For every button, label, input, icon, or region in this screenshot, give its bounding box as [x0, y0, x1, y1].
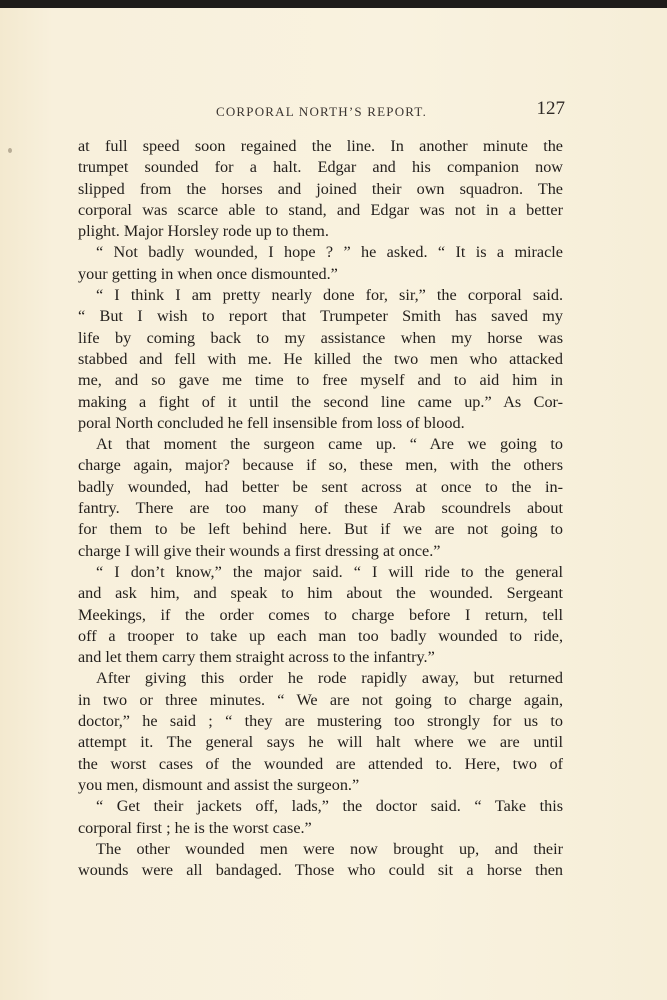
- text-line: Meekings, if the order comes to charge before I return, tell: [78, 605, 563, 624]
- text-line: The other wounded men were now brought up, and their: [96, 839, 563, 858]
- page-header: [78, 98, 565, 128]
- text-line: off a trooper to take up each man too badly wounded to ride,: [78, 626, 563, 645]
- text-line: fantry. There are too many of these Arab scoundrels about: [78, 499, 563, 518]
- text-line: plight. Major Horsley rode up to them.: [78, 222, 329, 241]
- scan-top-edge: [0, 0, 667, 8]
- text-line: corporal first ; he is the worst case.”: [78, 818, 312, 837]
- text-line: charge again, major? because if so, these men, with the others: [78, 456, 563, 475]
- text-line: “ But I wish to report that Trumpeter Smith has saved my: [78, 307, 563, 326]
- text-line: making a fight of it until the second line came up.” As Cor-: [78, 392, 563, 411]
- text-line: your getting in when once dismounted.”: [78, 264, 338, 283]
- margin-mark: [8, 148, 12, 153]
- text-line: At that moment the surgeon came up. “ Are we going to: [96, 435, 563, 454]
- text-line: you men, dismount and assist the surgeon.”: [78, 775, 360, 794]
- text-line: “ I think I am pretty nearly done for, sir,” the corporal said.: [96, 286, 563, 305]
- text-line: charge I will give their wounds a first dressing at once.”: [78, 541, 441, 560]
- text-line: and let them carry them straight across to the infantry.”: [78, 648, 435, 667]
- page-number: 127: [536, 98, 565, 119]
- running-head: CORPORAL NORTH’S REPORT.: [215, 104, 428, 119]
- text-line: “ I don’t know,” the major said. “ I will ride to the general: [96, 562, 563, 581]
- text-line: and ask him, and speak to him about the wounded. Sergeant: [78, 584, 563, 603]
- text-line: After giving this order he rode rapidly away, but returned: [96, 669, 563, 688]
- text-line: in two or three minutes. “ We are not going to charge again,: [78, 690, 563, 709]
- text-line: slipped from the horses and joined their own squadron. The: [78, 179, 563, 198]
- text-line: “ Not badly wounded, I hope ? ” he asked. “ It is a miracle: [96, 243, 563, 262]
- text-line: attempt it. The general says he will halt where we are until: [78, 733, 563, 752]
- body-text: [78, 136, 563, 881]
- text-line: “ Get their jackets off, lads,” the doctor said. “ Take this: [96, 797, 563, 816]
- book-page: [0, 8, 667, 1000]
- text-line: the worst cases of the wounded are attended to. Here, two of: [78, 754, 563, 773]
- text-line: corporal was scarce able to stand, and Edgar was not in a better: [78, 200, 563, 219]
- text-line: for them to be left behind here. But if we are not going to: [78, 520, 563, 539]
- text-line: trumpet sounded for a halt. Edgar and his companion now: [78, 158, 563, 177]
- text-line: life by coming back to my assistance when my horse was: [78, 328, 563, 347]
- text-line: badly wounded, had better be sent across at once to the in-: [78, 477, 563, 496]
- text-line: wounds were all bandaged. Those who could sit a horse then: [78, 861, 563, 880]
- text-line: stabbed and fell with me. He killed the two men who attacked: [78, 349, 563, 368]
- text-line: poral North concluded he fell insensible from loss of blood.: [78, 413, 465, 432]
- text-line: doctor,” he said ; “ they are mustering too strongly for us to: [78, 712, 563, 731]
- text-line: me, and so gave me time to free myself and to aid him in: [78, 371, 563, 390]
- text-line: at full speed soon regained the line. In another minute the: [78, 137, 563, 155]
